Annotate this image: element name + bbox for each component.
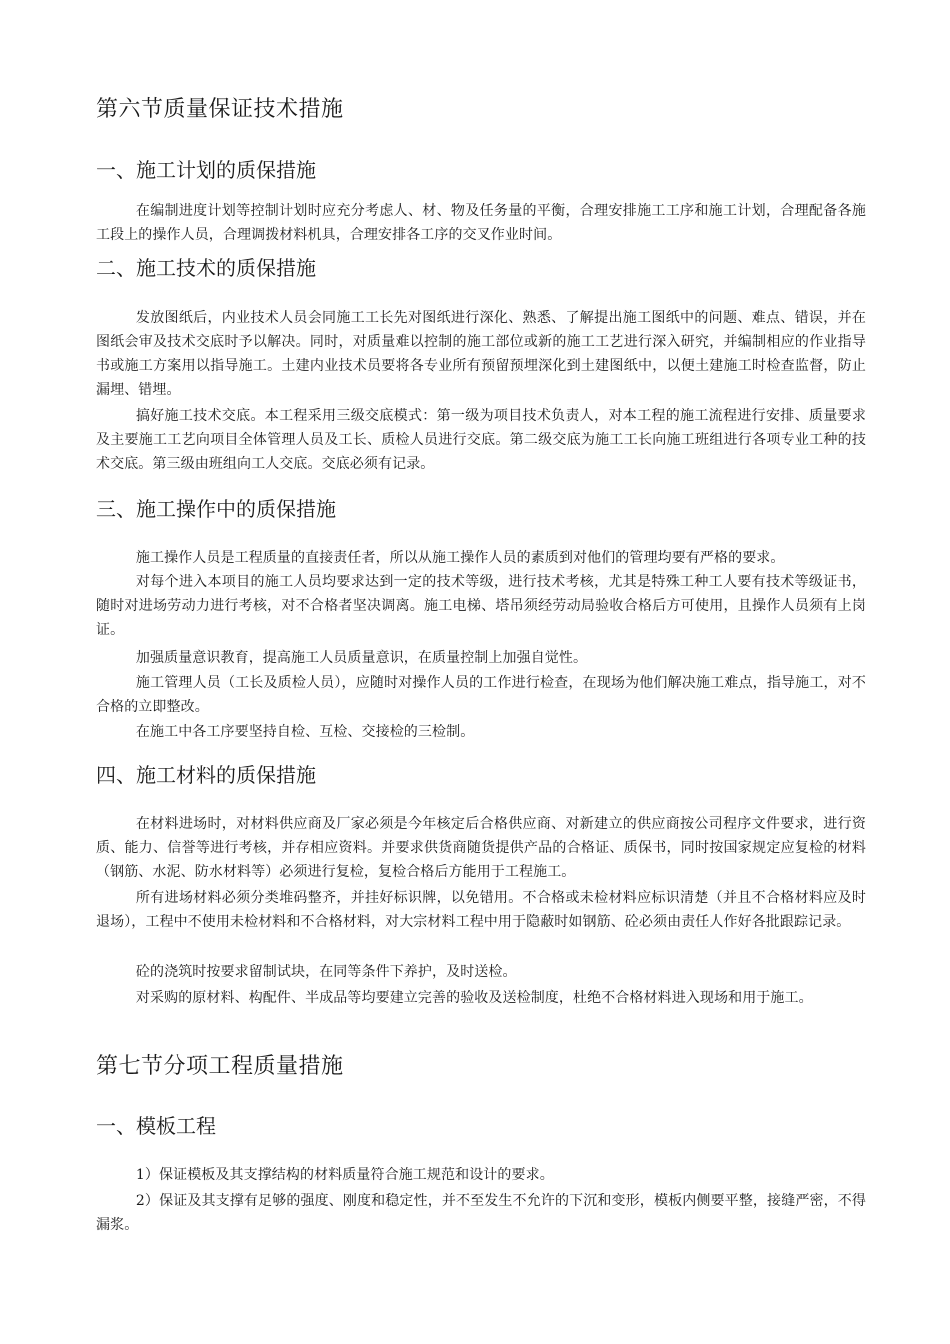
section-7-title: 第七节分项工程质量措施 (96, 1054, 344, 1079)
paragraph: 施工管理人员（工长及质检人员），应随时对操作人员的工作进行检查，在现场为他们解决施工难点，指导施工，对不合格的立即整改。 (96, 675, 866, 715)
paragraph: 所有进场材料必须分类堆码整齐，并挂好标识牌，以免错用。不合格或未检材料应标识清楚（并且不合格材料应及时退场），工程中不使用未检材料和不合格材料，对大宗材料工程中用于隐蔽时如钢筋、砼必须由责任人作好各批跟踪记录。 (96, 890, 866, 930)
heading-construction-technology: 二、施工技术的质保措施 (96, 256, 316, 280)
paragraph: 对采购的原材料、构配件、半成品等均要建立完善的验收及送检制度，杜绝不合格材料进入现场和用于施工。 (135, 990, 813, 1006)
paragraph: 搞好施工技术交底。本工程采用三级交底模式：第一级为项目技术负责人，对本工程的施工流程进行安排、质量要求及主要施工工艺向项目全体管理人员及工长、质检人员进行交底。第二级交底为施工工长向施工班组进行各项专业工种的技术交底。第三级由班组向工人交底。交底必须有记录。 (96, 408, 866, 472)
paragraph: 在施工中各工序要坚持自检、互检、交接检的三检制。 (135, 724, 475, 740)
heading-construction-materials: 四、施工材料的质保措施 (96, 763, 316, 787)
paragraph: 2）保证及其支撑有足够的强度、刚度和稳定性，并不至发生不允许的下沉和变形，模板内侧要平整，接缝严密，不得漏浆。 (96, 1193, 866, 1233)
paragraph: 施工操作人员是工程质量的直接责任者，所以从施工操作人员的素质到对他们的管理均要有严格的要求。 (135, 550, 785, 566)
paragraph: 加强质量意识教育，提高施工人员质量意识，在质量控制上加强自觉性。 (135, 650, 588, 666)
paragraph: 发放图纸后，内业技术人员会同施工工长先对图纸进行深化、熟悉、了解提出施工图纸中的问题、难点、错误，并在图纸会审及技术交底时予以解决。同时，对质量难以控制的施工部位或新的施工工艺进行深入研究，并编制相应的作业指导书或施工方案用以指导施工。土建内业技术员要将各专业所有预留预埋深化到土建图纸中，以便土建施工时检查监督，防止漏埋、错埋。 (96, 310, 866, 398)
paragraph: 对每个进入本项目的施工人员均要求达到一定的技术等级，进行技术考核，尤其是特殊工种工人要有技术等级证书，随时对进场劳动力进行考核，对不合格者坚决调离。施工电梯、塔吊须经劳动局验收合格后方可使用，且操作人员须有上岗证。 (96, 574, 866, 638)
paragraph: 1）保证模板及其支撑结构的材料质量符合施工规范和设计的要求。 (135, 1167, 554, 1183)
heading-construction-plan: 一、施工计划的质保措施 (96, 158, 316, 182)
heading-construction-operation: 三、施工操作中的质保措施 (96, 497, 336, 521)
heading-formwork: 一、模板工程 (96, 1114, 216, 1138)
section-6-title: 第六节质量保证技术措施 (96, 97, 344, 122)
paragraph: 在编制进度计划等控制计划时应充分考虑人、材、物及任务量的平衡，合理安排施工工序和施工计划，合理配备各施工段上的操作人员，合理调拨材料机具，合理安排各工序的交叉作业时间。 (96, 203, 866, 243)
paragraph: 在材料进场时，对材料供应商及厂家必须是今年核定后合格供应商、对新建立的供应商按公司程序文件要求，进行资质、能力、信誉等进行考核，并存相应资料。并要求供货商随货提供产品的合格证、质保书，同时按国家规定应复检的材料（钢筋、水泥、防水材料等）必须进行复检，复检合格后方能用于工程施工。 (96, 816, 866, 880)
paragraph: 砼的浇筑时按要求留制试块，在同等条件下养护，及时送检。 (135, 964, 517, 980)
